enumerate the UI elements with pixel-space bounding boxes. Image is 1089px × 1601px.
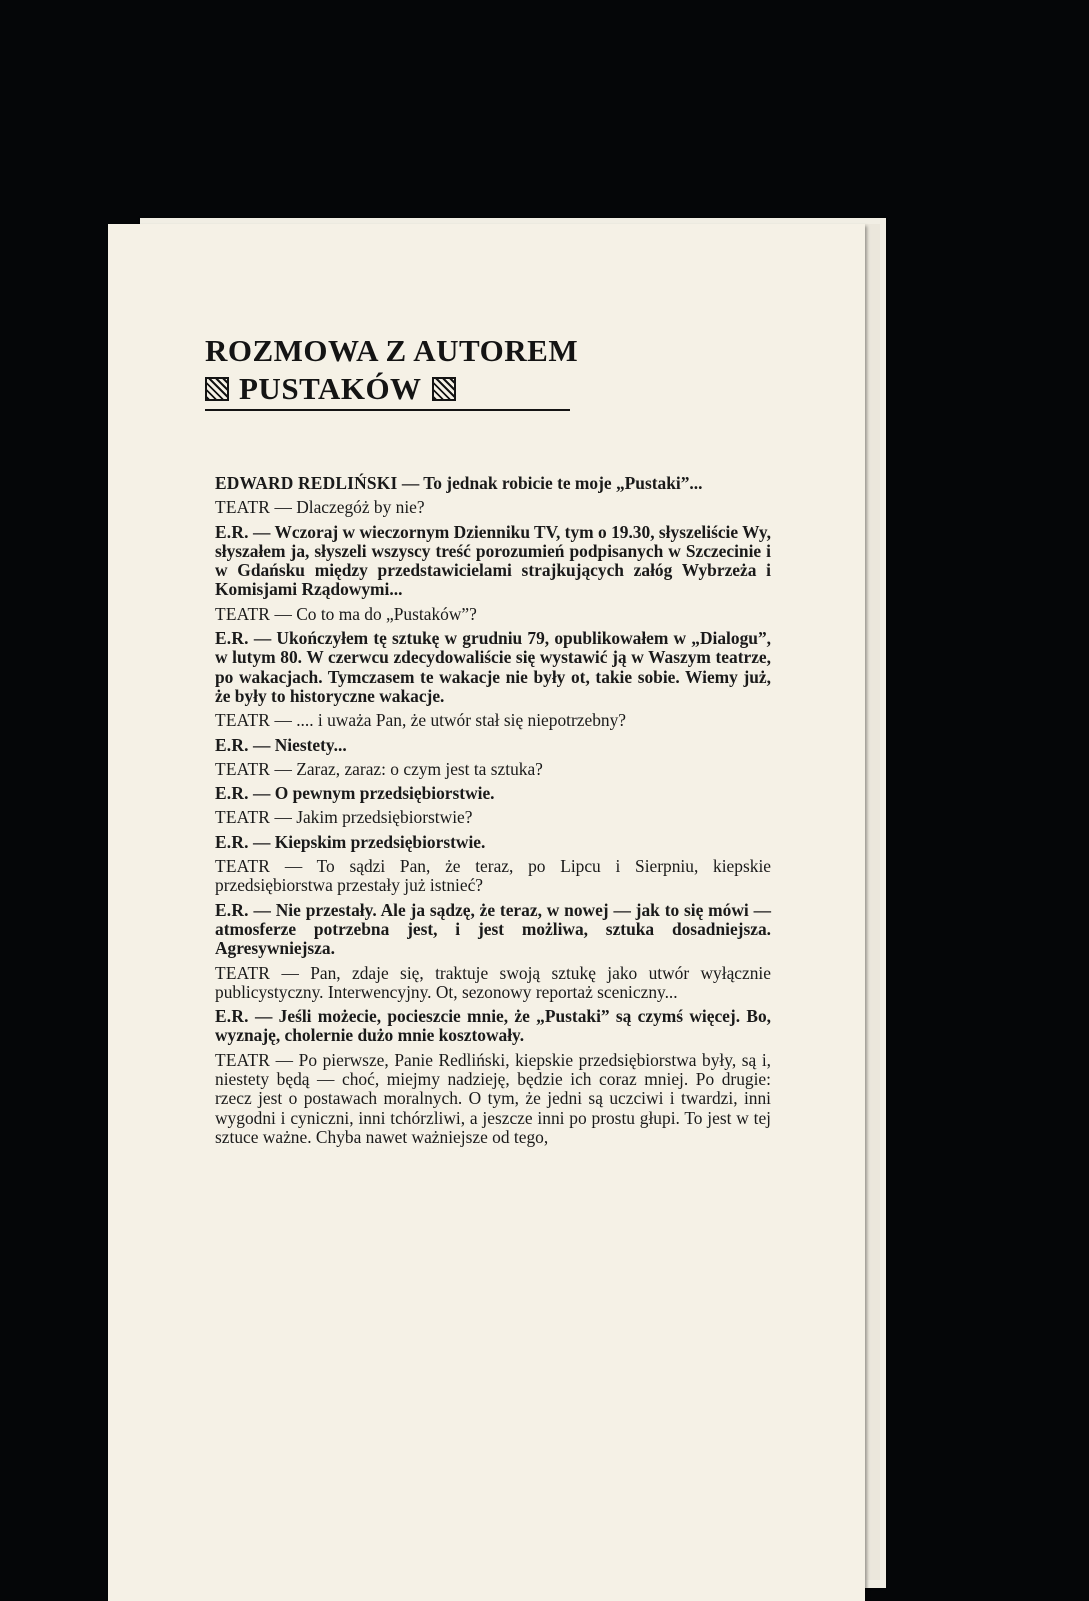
dialogue-paragraph bbox=[215, 1051, 771, 1147]
speaker-label: E.R. bbox=[215, 783, 249, 804]
dialogue-paragraph bbox=[215, 964, 771, 1003]
dialogue-paragraph bbox=[215, 711, 771, 730]
document-page bbox=[108, 224, 865, 1601]
dialogue-text: — Wczoraj w wieczornym Dzienniku TV, tym o 19.30, słyszeliście Wy, słyszałem ja, słyszeli wszyscy treść porozumień podpisanych w Szczecinie i w Gdańsku między przedstawicielami strajkujących załóg Wybrzeża i Komisjami Rządowymi... bbox=[215, 521, 771, 600]
dialogue-text: — .... i uważa Pan, że utwór stał się niepotrzebny? bbox=[270, 710, 627, 731]
dialogue-text: — Pan, zdaje się, traktuje swoją sztukę jako utwór wyłącznie publicystyczny. Interwencyjny. Ot, sezonowy reportaż sceniczny... bbox=[215, 962, 771, 1002]
dialogue-paragraph bbox=[215, 808, 771, 827]
dialogue-text: — Jeśli możecie, pocieszcie mnie, że „Pustaki” są czymś więcej. Bo, wyznaję, cholernie dużo mnie kosztowały. bbox=[215, 1006, 771, 1046]
dialogue-text: — To sądzi Pan, że teraz, po Lipcu i Sierpniu, kiepskie przedsiębiorstwa przestały już istnieć? bbox=[215, 856, 771, 896]
speaker-label: E.R. bbox=[215, 1006, 249, 1027]
dialogue-text: — Ukończyłem tę sztukę w grudniu 79, opublikowałem w „Dialogu”, w lutym 80. W czerwcu zdecydowaliście się wystawić ją w Waszym teatrze, po wakacjach. Tymczasem te wakacje nie były ot, takie sobie. Wiemy już, że były to historyczne wakacje. bbox=[215, 628, 771, 706]
speaker-label: E.R. bbox=[215, 831, 249, 852]
title-underline bbox=[205, 409, 570, 411]
dialogue-text: — Niestety... bbox=[248, 734, 347, 755]
dialogue-text: — Po pierwsze, Panie Redliński, kiepskie przedsiębiorstwa były, są i, niestety będą — choć, miejmy nadzieję, będzie ich coraz mniej. Po drugie: rzecz jest o postawach moralnych. O tym, że jedni są uczciwi i twardzi, inni wygodni i cyniczni, inni tchórzliwi, a jeszcze inni po prostu głupi. To jest w tej sztuce ważne. Chyba nawet ważniejsze od tego, bbox=[215, 1049, 771, 1147]
dialogue-paragraph bbox=[215, 498, 771, 517]
dialogue-paragraph bbox=[215, 901, 771, 959]
speaker-label: TEATR bbox=[215, 807, 271, 828]
dialogue-paragraph bbox=[215, 629, 771, 706]
speaker-label: E.R. bbox=[215, 521, 249, 542]
dialogue-paragraph bbox=[215, 784, 771, 803]
speaker-label: E.R. bbox=[215, 734, 249, 755]
speaker-label: TEATR bbox=[215, 710, 271, 731]
dialogue-paragraph bbox=[215, 760, 771, 779]
speaker-label: TEATR bbox=[215, 603, 271, 624]
dialogue-text: — O pewnym przedsiębiorstwie. bbox=[248, 783, 495, 804]
speaker-label: TEATR bbox=[215, 1049, 271, 1070]
dialogue-text: — Kiepskim przedsiębiorstwie. bbox=[248, 831, 486, 852]
dialogue-text: — Zaraz, zaraz: o czym jest ta sztuka? bbox=[270, 758, 543, 779]
title-line-1: ROZMOWA Z AUTOREM bbox=[205, 333, 579, 368]
dialogue-paragraph bbox=[215, 523, 771, 600]
hatched-square-icon bbox=[432, 377, 456, 401]
dialogue-paragraph bbox=[215, 605, 771, 624]
dialogue-paragraph bbox=[215, 474, 771, 493]
speaker-label: TEATR bbox=[215, 758, 271, 779]
dialogue-text: — Nie przestały. Ale ja sądzę, że teraz, w nowej — jak to się mówi — atmosferze potrzebna jest, i jest możliwa, sztuka dosadniejsza. Agresywniejsza. bbox=[215, 899, 771, 959]
dialogue-text: — Dlaczegóż by nie? bbox=[270, 497, 425, 518]
speaker-label: E.R. bbox=[215, 899, 249, 920]
dialogue-text: — To jednak robicie te moje „Pustaki”... bbox=[397, 473, 703, 493]
dialogue-paragraph bbox=[215, 857, 771, 896]
speaker-label: EDWARD REDLIŃSKI bbox=[215, 473, 398, 493]
title-line-2: PUSTAKÓW bbox=[239, 371, 422, 406]
dialogue-text: — Jakim przedsiębiorstwie? bbox=[270, 807, 473, 828]
dialogue-text: — Co to ma do „Pustaków”? bbox=[270, 603, 477, 624]
title-line-2-row bbox=[205, 370, 578, 408]
speaker-label: TEATR bbox=[215, 856, 271, 877]
speaker-label: TEATR bbox=[215, 962, 271, 983]
speaker-label: E.R. bbox=[215, 628, 249, 649]
dialogue-paragraph bbox=[215, 736, 771, 755]
dialogue-paragraph bbox=[215, 833, 771, 852]
article-title bbox=[205, 332, 578, 408]
interview-text bbox=[215, 474, 771, 1152]
dialogue-paragraph bbox=[215, 1007, 771, 1046]
hatched-square-icon bbox=[205, 377, 229, 401]
speaker-label: TEATR bbox=[215, 497, 271, 518]
